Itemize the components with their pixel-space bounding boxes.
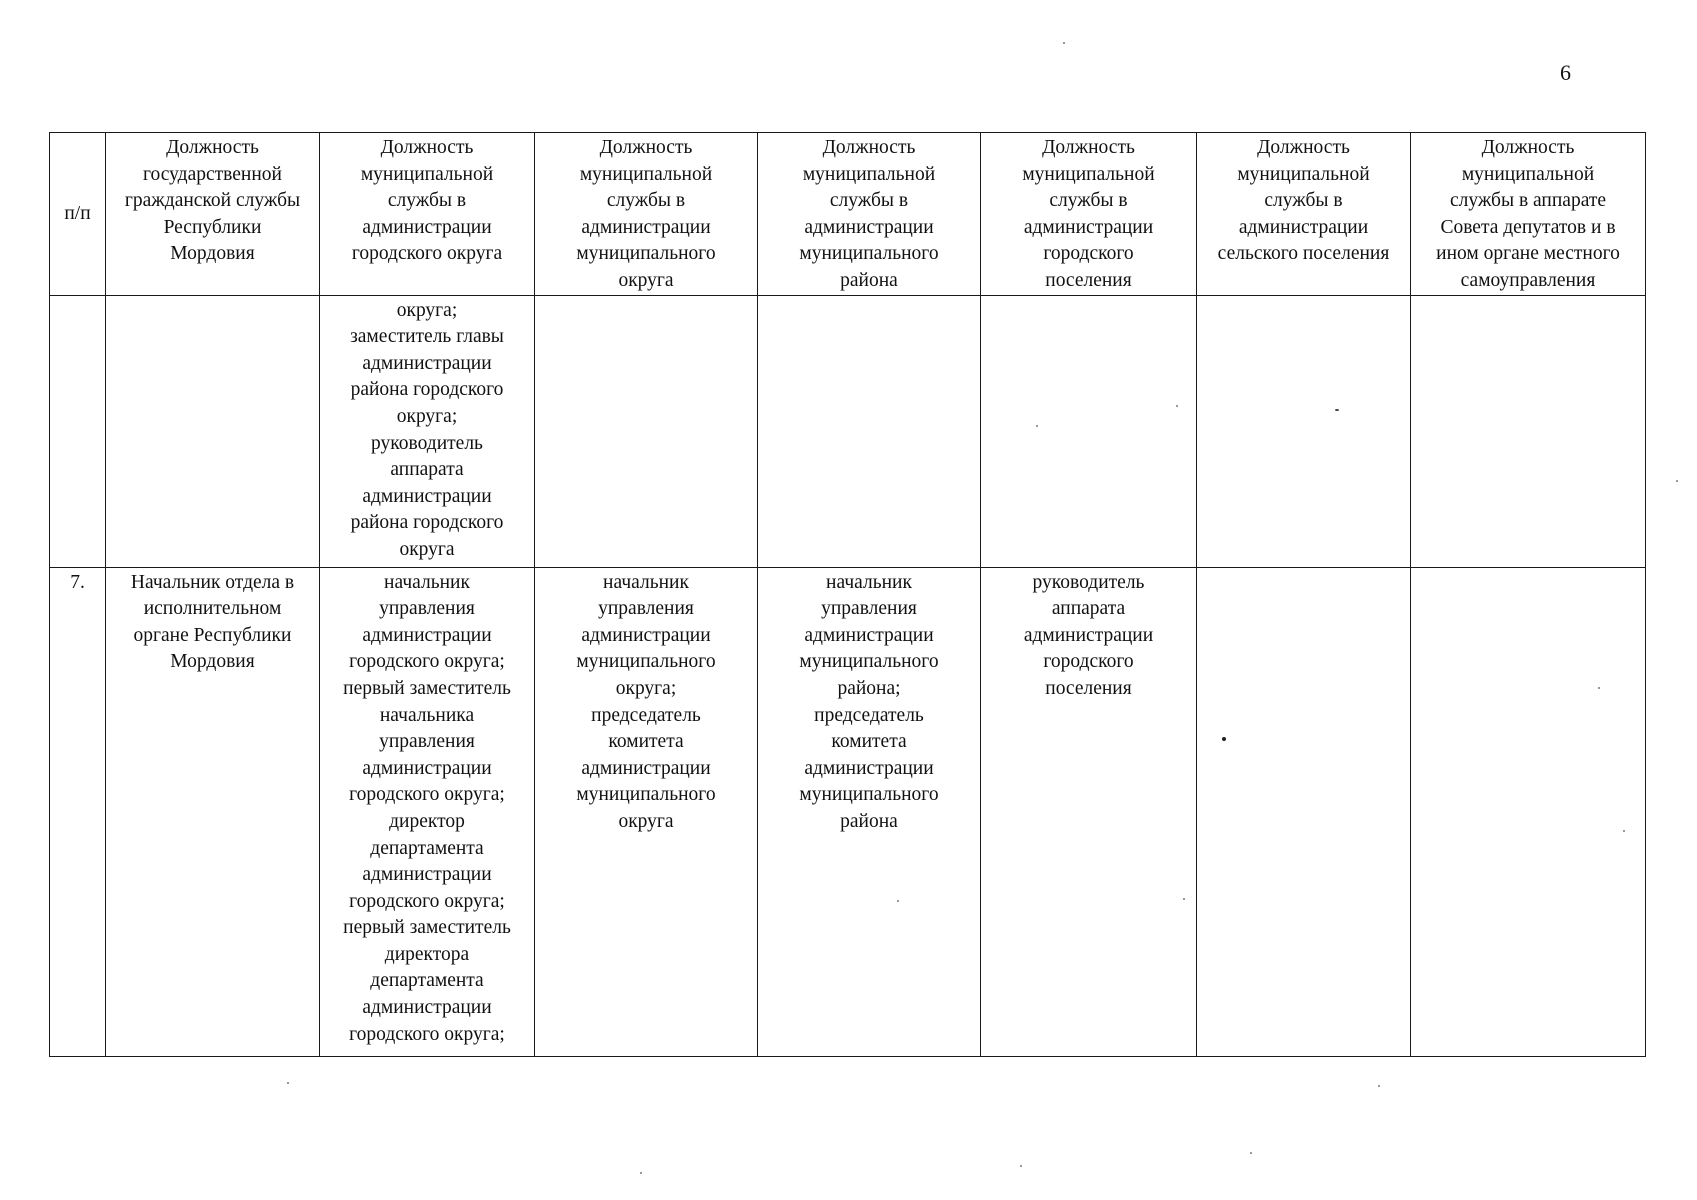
- table-cell: округа; заместитель главы администрации района городского округа; руководитель аппарата администрации района городского округа: [320, 295, 535, 567]
- table-cell: Начальник отдела в исполнительном органе Республики Мордовия: [106, 567, 320, 1056]
- table-cell: [1197, 295, 1411, 567]
- scan-speck: [1378, 1085, 1380, 1087]
- positions-table: [49, 132, 1646, 1057]
- table-row: [50, 567, 1646, 1056]
- table-header-row: [50, 133, 1646, 296]
- scan-speck: [1250, 1152, 1252, 1154]
- scan-speck: [1676, 480, 1678, 482]
- table-cell: начальник управления администрации муниципального округа; председатель комитета администрации муниципального округа: [535, 567, 758, 1056]
- scan-speck: [1222, 737, 1226, 741]
- scan-speck: [287, 1082, 289, 1084]
- scan-speck: [897, 900, 899, 902]
- table-cell: [1411, 295, 1646, 567]
- table-cell: [106, 295, 320, 567]
- scan-speck: [1623, 830, 1625, 832]
- row-number-cell: 7.: [50, 567, 106, 1056]
- table-cell: [981, 295, 1197, 567]
- header-cell-urban-settlement: Должность муниципальной службы в администрации городского поселения: [981, 133, 1197, 296]
- scan-speck: [1063, 42, 1065, 44]
- header-cell-state-civil-service: Должность государственной гражданской службы Республики Мордовия: [106, 133, 320, 296]
- header-cell-municipal-raion: Должность муниципальной службы в администрации муниципального района: [758, 133, 981, 296]
- scan-speck: [1036, 425, 1038, 427]
- table-cell: начальник управления администрации городского округа; первый заместитель начальника управления администрации городского округа; директор департамента администрации городского округа; первый заместитель директора департамента администрации городского округа;: [320, 567, 535, 1056]
- table-cell: [50, 295, 106, 567]
- page-number: 6: [1560, 60, 1571, 85]
- table-cell: начальник управления администрации муниципального района; председатель комитета администрации муниципального района: [758, 567, 981, 1056]
- table-cell: [758, 295, 981, 567]
- scan-speck: [1020, 1165, 1022, 1167]
- table-row: [50, 295, 1646, 567]
- header-cell-council-apparatus: Должность муниципальной службы в аппарате Совета депутатов и в ином органе местного самоуправления: [1411, 133, 1646, 296]
- table-cell: руководитель аппарата администрации городского поселения: [981, 567, 1197, 1056]
- scan-speck: [1598, 687, 1600, 689]
- table-cell: [535, 295, 758, 567]
- scan-speck: [1176, 405, 1178, 407]
- header-cell-number: п/п: [50, 133, 106, 296]
- header-cell-rural-settlement: Должность муниципальной службы в администрации сельского поселения: [1197, 133, 1411, 296]
- header-cell-city-district: Должность муниципальной службы в администрации городского округа: [320, 133, 535, 296]
- scan-speck: [640, 1172, 642, 1174]
- header-cell-municipal-okrug: Должность муниципальной службы в администрации муниципального округа: [535, 133, 758, 296]
- table-cell: [1411, 567, 1646, 1056]
- scan-speck: [1183, 898, 1185, 900]
- scan-speck: [1335, 409, 1339, 411]
- table-cell: [1197, 567, 1411, 1056]
